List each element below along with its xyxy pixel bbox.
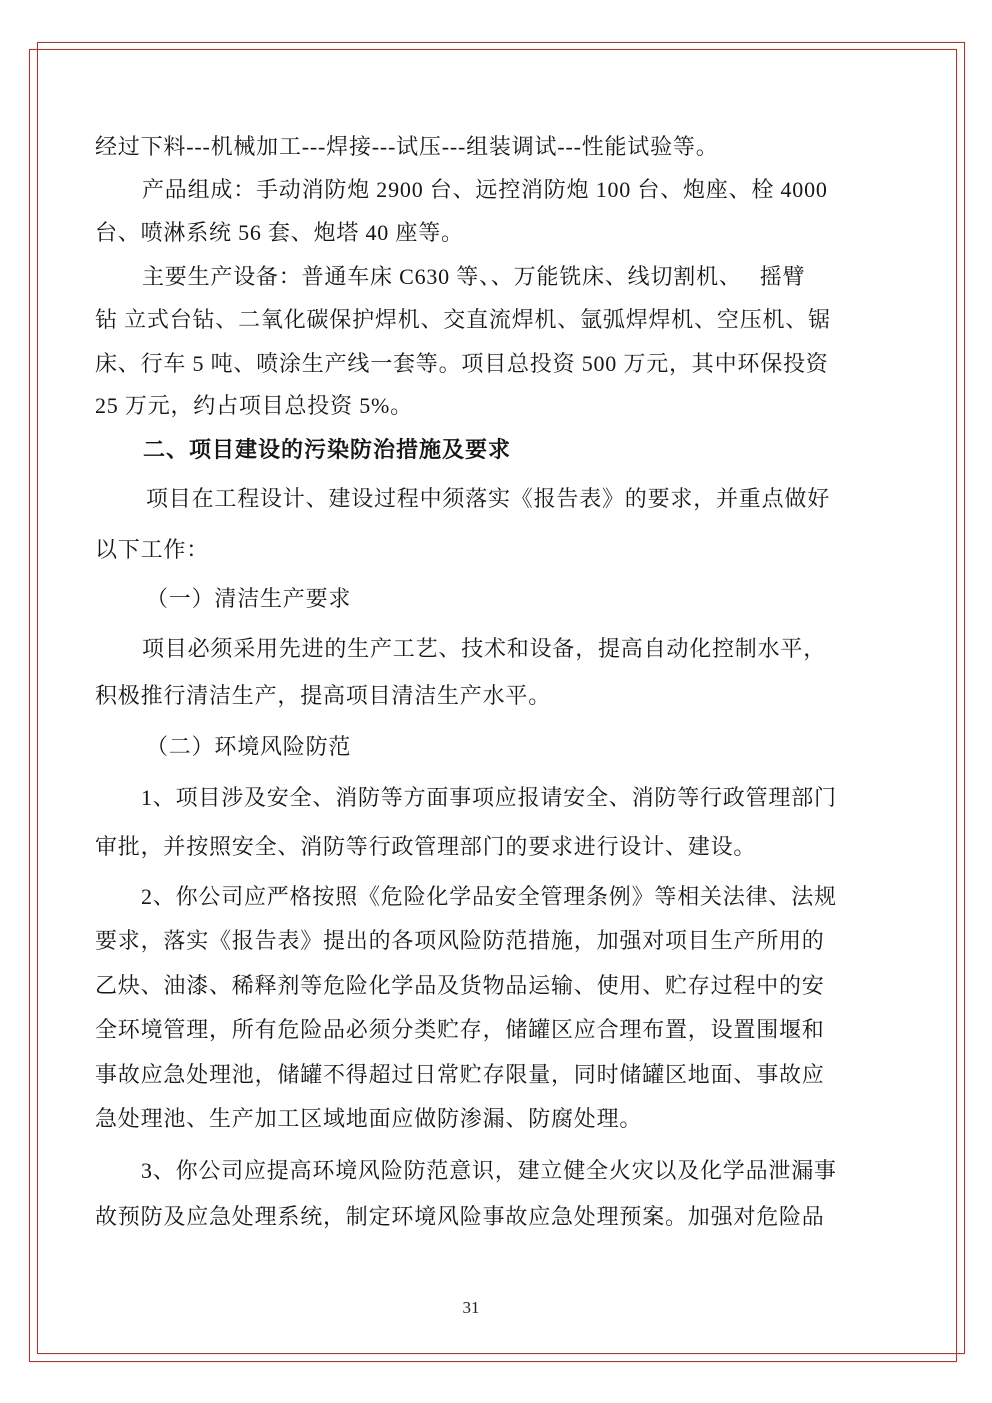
text-line: 项目在工程设计、建设过程中须落实《报告表》的要求，并重点做好 [146,486,831,511]
text-line: 台、喷淋系统 56 套、炮塔 40 座等。 [95,220,464,245]
page-number: 31 [462,1298,480,1317]
text-line: 25 万元，约占项目总投资 5%。 [95,393,413,418]
text-line: 以下工作： [95,537,210,562]
text-line: 主要生产设备：普通车床 C630 等、、万能铣床、线切割机、 摇臂 [142,264,806,289]
text-line: 故预防及应急处理系统，制定环境风险事故应急处理预案。加强对危险品 [95,1204,825,1229]
text-line: 要求，落实《报告表》提出的各项风险防范措施，加强对项目生产所用的 [95,928,825,953]
text-line: 乙炔、油漆、稀释剂等危险化学品及货物品运输、使用、贮存过程中的安 [95,973,825,998]
text-line: 事故应急处理池，储罐不得超过日常贮存限量，同时储罐区地面、事故应 [95,1062,825,1087]
text-line: 钻 立式台钻、二氧化碳保护焊机、交直流焊机、氩弧焊焊机、空压机、锯 [95,307,831,332]
text-line: 产品组成：手动消防炮 2900 台、远控消防炮 100 台、炮座、栓 4000 [142,177,828,202]
text-line: 经过下料---机械加工---焊接---试压---组装调试---性能试验等。 [95,134,719,159]
text-line: 2、你公司应严格按照《危险化学品安全管理条例》等相关法律、法规 [141,884,837,909]
text-line: 1、项目涉及安全、消防等方面事项应报请安全、消防等行政管理部门 [141,785,837,810]
text-line: 床、行车 5 吨、喷涂生产线一套等。项目总投资 500 万元，其中环保投资 [95,351,829,376]
subsection-heading: （二）环境风险防范 [146,734,352,759]
text-line: 审批，并按照安全、消防等行政管理部门的要求进行设计、建设。 [95,834,757,859]
text-line: 急处理池、生产加工区域地面应做防渗漏、防腐处理。 [95,1106,643,1131]
subsection-heading: （一）清洁生产要求 [146,586,352,611]
text-line: 积极推行清洁生产，提高项目清洁生产水平。 [95,683,552,708]
text-line: 项目必须采用先进的生产工艺、技术和设备，提高自动化控制水平， [142,636,827,661]
section-heading: 二、项目建设的污染防治措施及要求 [143,437,512,462]
text-line: 3、你公司应提高环境风险防范意识，建立健全火灾以及化学品泄漏事 [141,1158,837,1183]
text-line: 全环境管理，所有危险品必须分类贮存，储罐区应合理布置，设置围堰和 [95,1017,825,1042]
